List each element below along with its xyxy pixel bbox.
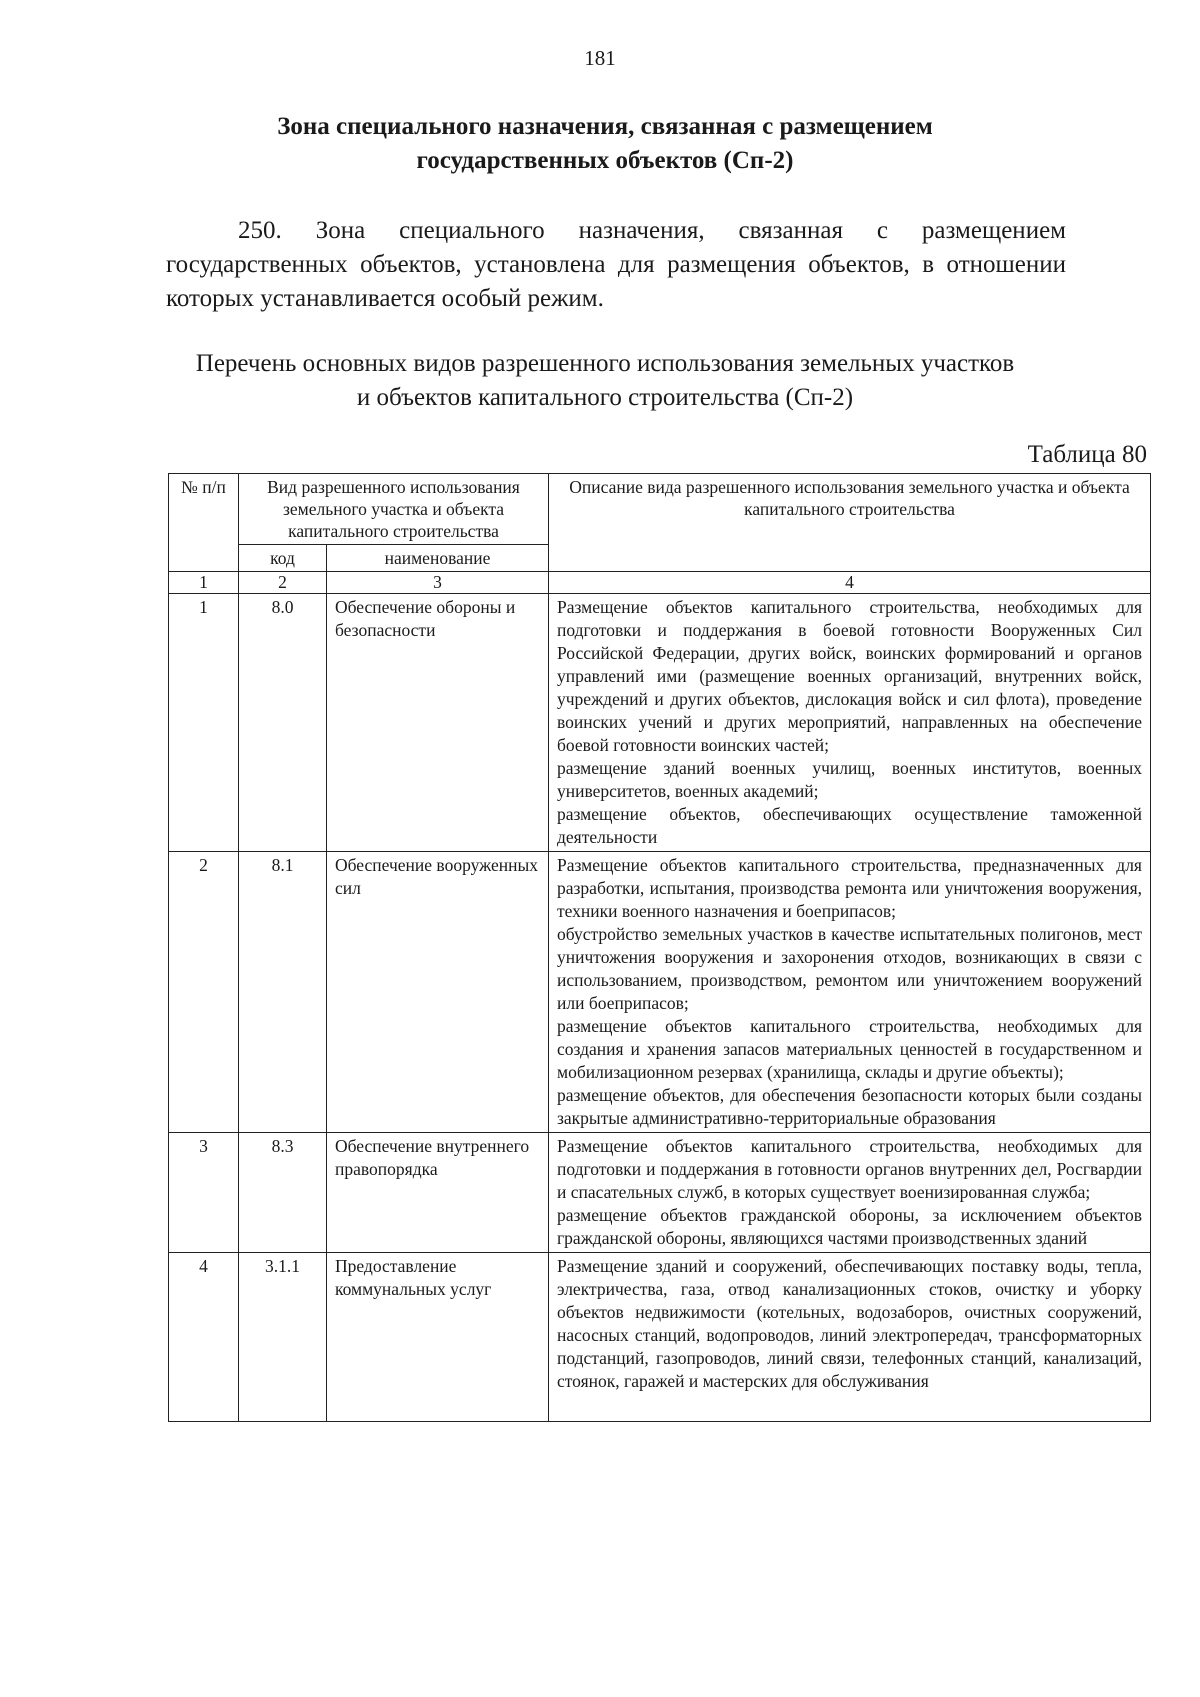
row-number: 3 [169,1133,239,1253]
zone-paragraph-text: 250. Зона специального назначения, связанная с размещением государственных объектов, установлена для размещения объектов, в отношении которых устанавливается особый режим. [166,217,1066,312]
column-number-row [169,572,1151,594]
row-number: 2 [169,852,239,1133]
table-row [169,594,1151,852]
table-label: Таблица 80 [1027,441,1147,468]
row-code: 3.1.1 [239,1253,327,1422]
row-description [549,1133,1151,1253]
page-number: 181 [584,46,616,70]
description-paragraph: Размещение объектов капитального строительства, предназначенных для разработки, испытания, производства ремонта или уничтожения вооружения, техники военного назначения и боеприпасов; [557,855,1142,921]
row-name: Обеспечение вооруженных сил [327,852,549,1133]
description-paragraph: Размещение зданий и сооружений, обеспечивающих поставку воды, тепла, электричества, газа, отвод канализационных стоков, очистку и уборку объектов недвижимости (котельных, водозаборов, очистных сооружений, насосных станций, водопроводов, линий электропередач, трансформаторных подстанций, газопроводов, линий связи, телефонных станций, канализаций, стоянок, гаражей и мастерских для обслуживания [557,1256,1142,1391]
header-code: код [239,545,327,572]
section-heading [150,110,1060,178]
row-description [549,594,1151,852]
row-name: Обеспечение внутреннего правопорядка [327,1133,549,1253]
column-number: 4 [549,572,1151,594]
section-heading-line-2: государственных объектов (Сп-2) [416,147,794,174]
header-num: № п/п [169,474,239,572]
row-code: 8.1 [239,852,327,1133]
table-row [169,852,1151,1133]
column-number: 1 [169,572,239,594]
description-paragraph: размещение объектов гражданской обороны, за исключением объектов гражданской обороны, являющихся частями производственных зданий [557,1205,1142,1248]
description-paragraph: размещение объектов, обеспечивающих осуществление таможенной деятельности [557,804,1142,847]
zone-paragraph [166,214,1066,316]
row-code: 8.0 [239,594,327,852]
description-paragraph: Размещение объектов капитального строительства, необходимых для подготовки и поддержания в готовности органов внутренних дел, Росгвардии и спасательных служб, в которых существует военизированная служба; [557,1136,1142,1202]
list-title-line-2: и объектов капитального строительства (Сп-2) [356,384,854,411]
row-description [549,1253,1151,1422]
row-name: Предоставление коммунальных услуг [327,1253,549,1422]
list-title [150,347,1060,415]
description-paragraph: обустройство земельных участков в качестве испытательных полигонов, мест уничтожения вооружения и захоронения отходов, возникающих в связи с использованием, производством, ремонтом или уничтожением вооружений или боеприпасов; [557,924,1142,1013]
row-description [549,852,1151,1133]
row-code: 8.3 [239,1133,327,1253]
list-title-line-1: Перечень основных видов разрешенного использования земельных участков [195,350,1015,377]
row-number: 4 [169,1253,239,1422]
description-paragraph: Размещение объектов капитального строительства, необходимых для подготовки и поддержания в боевой готовности Вооруженных Сил Российской Федерации, других войск, воинских формирований и органов управлений ими (размещение военных организаций, внутренних войск, учреждений и других объектов, дислокация войск и сил флота), проведение воинских учений и других мероприятий, направленных на обеспечение боевой готовности воинских частей; [557,597,1142,755]
table-row [169,1133,1151,1253]
land-use-table [168,473,1151,1422]
row-name: Обеспечение обороны и безопасности [327,594,549,852]
header-name: наименование [327,545,549,572]
section-heading-line-1: Зона специального назначения, связанная с размещением [277,113,933,140]
row-number: 1 [169,594,239,852]
description-paragraph: размещение объектов, для обеспечения безопасности которых были созданы закрытые административно-территориальные образования [557,1085,1142,1128]
column-number: 3 [327,572,549,594]
description-paragraph: размещение объектов капитального строительства, необходимых для создания и хранения запасов материальных ценностей в государственном и мобилизационном резервах (хранилища, склады и другие объекты); [557,1016,1142,1082]
table-row [169,1253,1151,1422]
header-desc: Описание вида разрешенного использования земельного участка и объекта капитального строительства [549,474,1151,572]
description-paragraph: размещение зданий военных училищ, военных институтов, военных университетов, военных академий; [557,758,1142,801]
table-header-row [169,474,1151,545]
header-vid: Вид разрешенного использования земельного участка и объекта капитального строительства [239,474,549,545]
column-number: 2 [239,572,327,594]
